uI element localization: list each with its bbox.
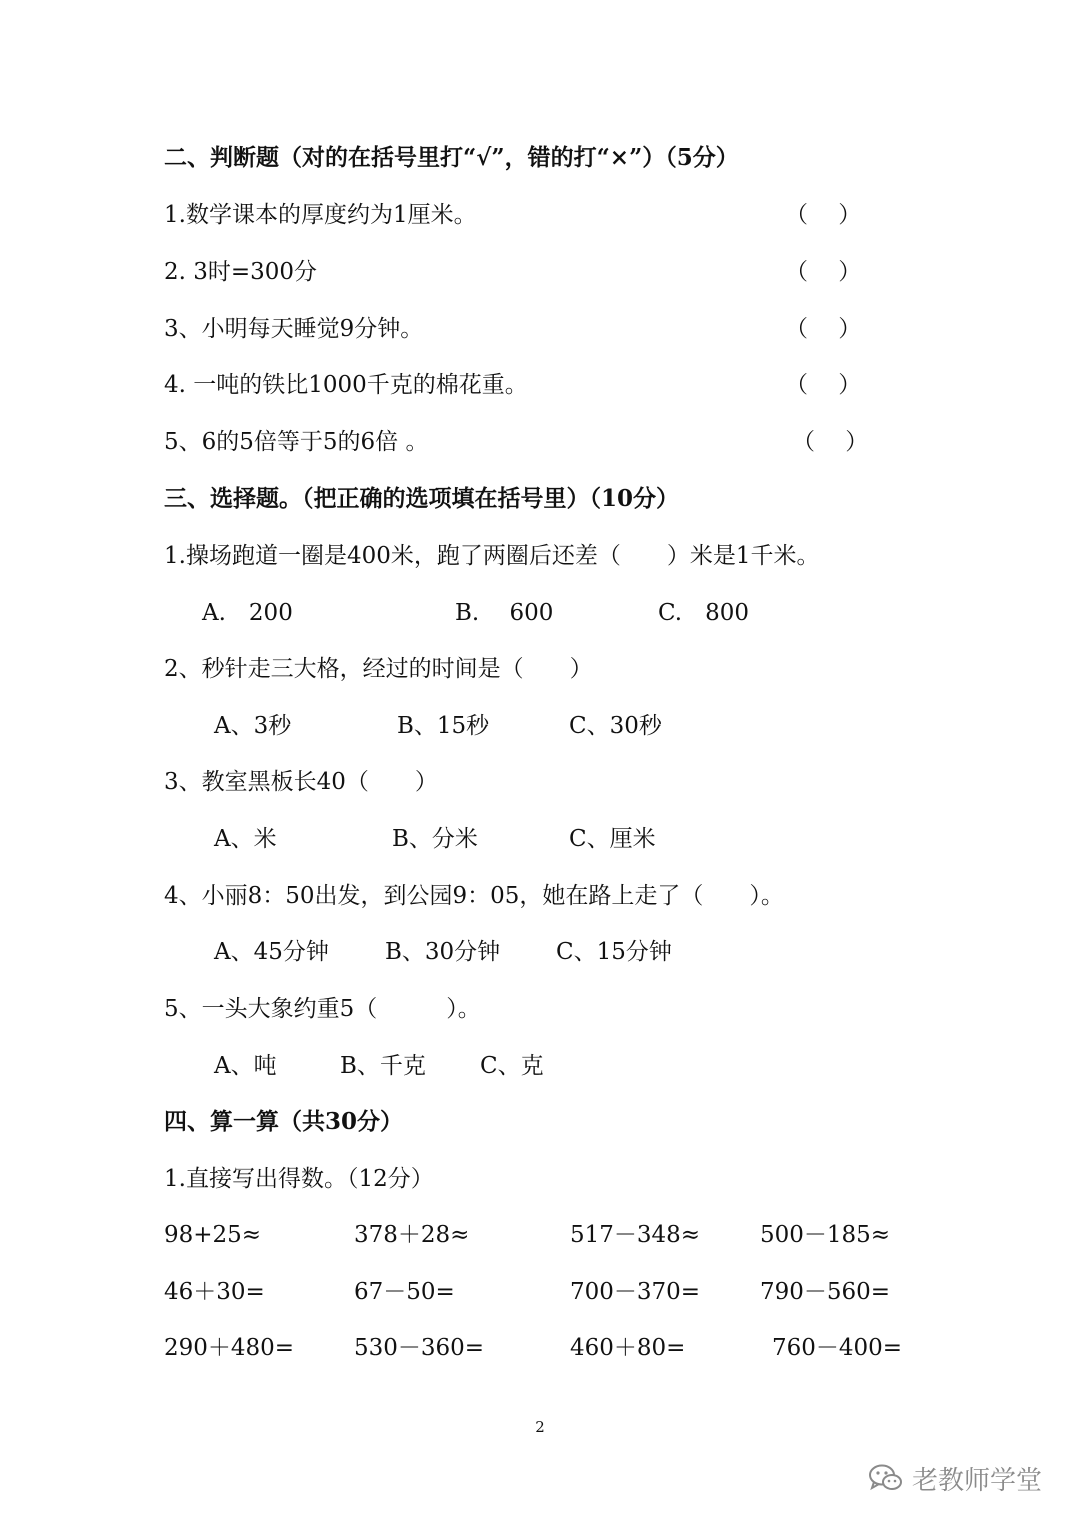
calc-row-1 (0, 1215, 1080, 1255)
answer-bracket: （ ） (785, 372, 862, 398)
choice-options-4 (0, 932, 1080, 972)
calc-item: 46＋30= (164, 1279, 265, 1305)
section-2-heading (0, 138, 1080, 178)
option-b: B. 600 (455, 600, 554, 626)
judge-item-1 (0, 195, 1080, 235)
calc-item: 67－50= (354, 1279, 455, 1305)
calc-item: 460＋80= (570, 1335, 686, 1361)
question-text: 3、教室黑板长40（ ） (164, 769, 438, 795)
option-b: B、15秒 (397, 713, 490, 739)
page-number: 2 (535, 1418, 545, 1436)
watermark-text: 老教师学堂 (912, 1465, 1043, 1496)
judge-item-5 (0, 422, 1080, 462)
judge-item-text: 1.数学课本的厚度约为1厘米。 (164, 202, 477, 228)
choice-options-1 (0, 593, 1080, 633)
section-2-title: 二、判断题（对的在括号里打“√”，错的打“×”）（5分） (164, 144, 739, 171)
choice-question-1 (0, 536, 1080, 576)
calc-item: 700－370= (570, 1279, 701, 1305)
choice-question-2 (0, 649, 1080, 689)
judge-item-3 (0, 309, 1080, 349)
calc-item: 760－400= (772, 1335, 903, 1361)
question-text: 2、秒针走三大格，经过的时间是（ ） (164, 656, 593, 682)
answer-bracket: （ ） (785, 259, 862, 285)
answer-bracket: （ ） (785, 316, 862, 342)
judge-item-text: 3、小明每天睡觉9分钟。 (164, 316, 424, 342)
calc-row-2 (0, 1272, 1080, 1312)
judge-item-text: 4. 一吨的铁比1000千克的棉花重。 (164, 372, 528, 398)
option-a: A、米 (214, 826, 277, 852)
question-text: 1.操场跑道一圈是400米，跑了两圈后还差（ ）米是1千米。 (164, 543, 820, 569)
wechat-icon (868, 1463, 904, 1493)
section-4-heading (0, 1102, 1080, 1142)
section-4-title: 四、算一算（共30分） (164, 1108, 404, 1135)
section-3-title: 三、选择题。（把正确的选项填在括号里）（10分） (164, 485, 680, 512)
choice-options-5 (0, 1046, 1080, 1086)
question-text: 4、小丽8：50出发，到公园9：05，她在路上走了（ ）。 (164, 883, 784, 909)
choice-question-5 (0, 989, 1080, 1029)
question-text: 5、一头大象约重5（ ）。 (164, 996, 481, 1022)
calc-item: 98+25≈ (164, 1222, 262, 1248)
choice-options-3 (0, 819, 1080, 859)
section-4-subheading (0, 1159, 1080, 1199)
watermark (868, 1458, 1042, 1498)
option-c: C、30秒 (569, 713, 662, 739)
option-a: A、45分钟 (214, 939, 329, 965)
choice-question-3 (0, 762, 1080, 802)
calc-item: 500－185≈ (760, 1222, 891, 1248)
judge-item-4 (0, 365, 1080, 405)
option-b: B、千克 (340, 1053, 426, 1079)
choice-options-2 (0, 706, 1080, 746)
option-c: C、15分钟 (556, 939, 672, 965)
calc-row-3 (0, 1328, 1080, 1368)
direct-calc-label: 1.直接写出得数。（12分） (164, 1166, 434, 1192)
option-a: A、吨 (214, 1053, 277, 1079)
option-c: C. 800 (658, 600, 749, 626)
judge-item-text: 2. 3时=300分 (164, 259, 318, 285)
calc-item: 290＋480= (164, 1335, 295, 1361)
judge-item-text: 5、6的5倍等于5的6倍 。 (164, 429, 429, 455)
option-a: A. 200 (202, 600, 293, 626)
calc-item: 517－348≈ (570, 1222, 701, 1248)
choice-question-4 (0, 876, 1080, 916)
option-b: B、30分钟 (385, 939, 501, 965)
answer-bracket: （ ） (792, 429, 869, 455)
option-a: A、3秒 (214, 713, 292, 739)
option-c: C、厘米 (569, 826, 656, 852)
calc-item: 378＋28≈ (354, 1222, 470, 1248)
section-3-heading (0, 479, 1080, 519)
answer-bracket: （ ） (785, 202, 862, 228)
judge-item-2 (0, 252, 1080, 292)
calc-item: 790－560= (760, 1279, 891, 1305)
calc-item: 530－360= (354, 1335, 485, 1361)
option-b: B、分米 (392, 826, 478, 852)
option-c: C、克 (480, 1053, 544, 1079)
